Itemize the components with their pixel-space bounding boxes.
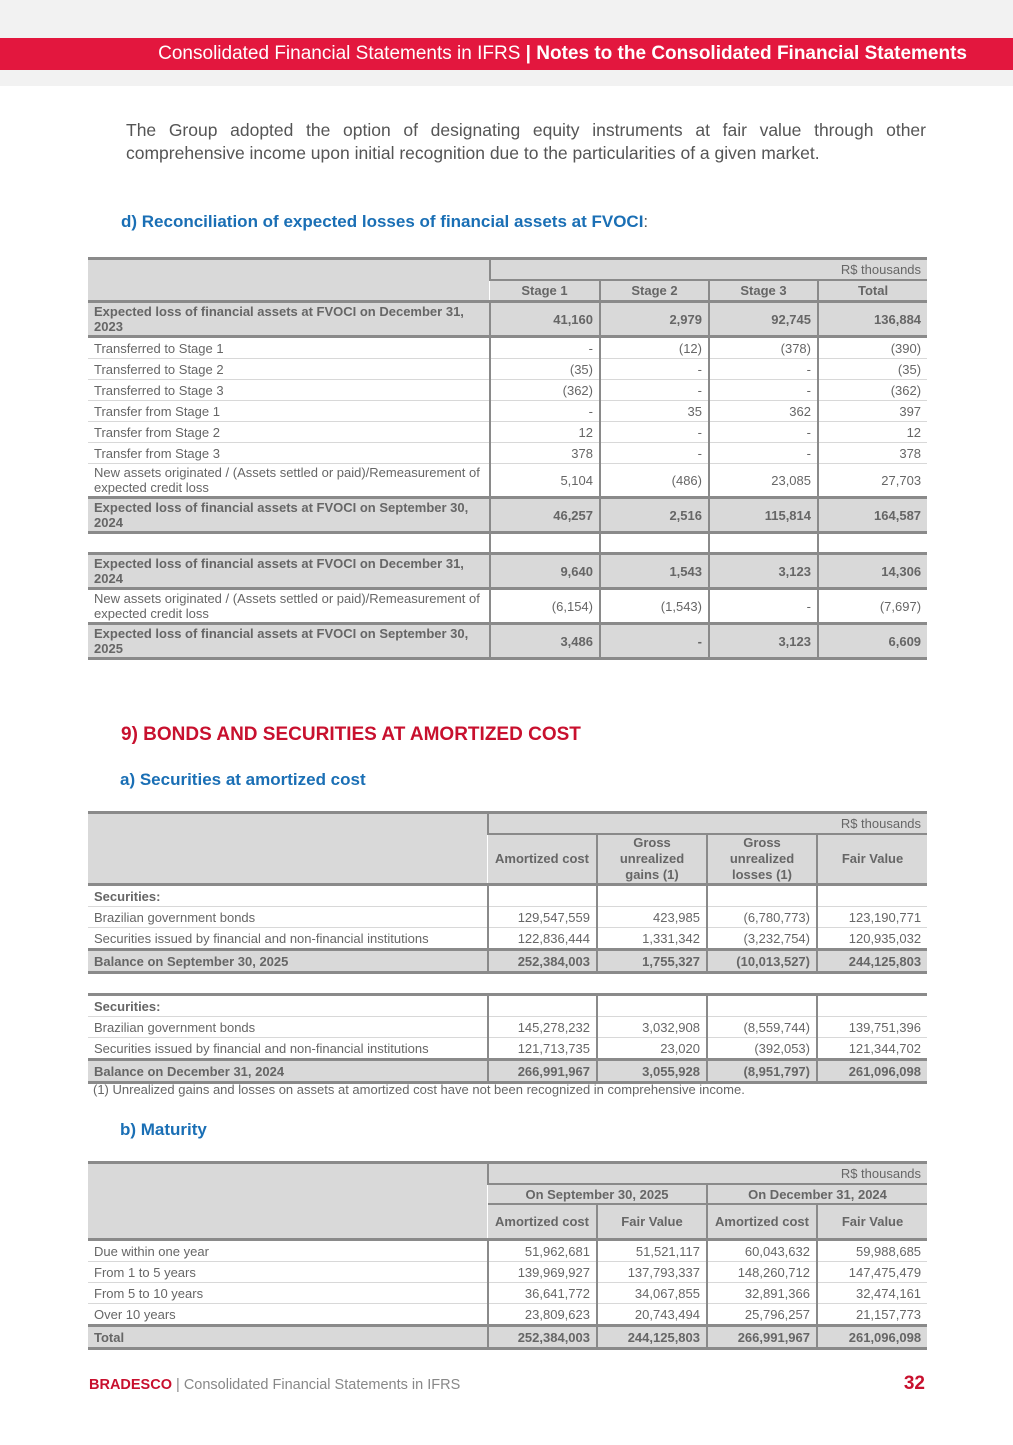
row-value: 9,640: [490, 554, 600, 589]
row-value: 244,125,803: [817, 950, 927, 973]
table-row: [88, 907, 927, 928]
header-band: [0, 70, 1013, 86]
row-value: 362: [709, 401, 818, 422]
table-row: [88, 995, 927, 1017]
row-value: 123,190,771: [817, 907, 927, 928]
row-value: 36,641,772: [488, 1283, 597, 1304]
row-value: 3,123: [709, 624, 818, 659]
fvoci-expected-loss-table: [88, 257, 927, 660]
row-label: Transferred to Stage 2: [88, 359, 490, 380]
row-value: 46,257: [490, 498, 600, 533]
section-b-heading: b) Maturity: [120, 1120, 207, 1139]
row-value: 139,969,927: [488, 1262, 597, 1283]
column-header: Fair Value: [817, 1204, 927, 1240]
row-value: 32,474,161: [817, 1283, 927, 1304]
row-value: (486): [600, 464, 709, 498]
column-header: Fair Value: [597, 1204, 707, 1240]
column-header: Amortized cost: [488, 834, 597, 885]
table-row: [88, 498, 927, 533]
row-value: 3,055,928: [597, 1060, 707, 1083]
unit-label: R$ thousands: [488, 813, 927, 835]
header-blank: [88, 813, 488, 885]
row-value: 25,796,257: [707, 1304, 817, 1326]
securities-amortized-cost-2024-table: [88, 993, 927, 1084]
row-value: [488, 885, 597, 907]
unit-row: [88, 1163, 927, 1185]
row-label: Transfer from Stage 2: [88, 422, 490, 443]
row-value: 122,836,444: [488, 928, 597, 950]
row-value: -: [709, 443, 818, 464]
row-label: Expected loss of financial assets at FVOCI on September 30, 2025: [88, 624, 490, 659]
row-value: 1,543: [600, 554, 709, 589]
row-value: 34,067,855: [597, 1283, 707, 1304]
row-value: 261,096,098: [817, 1060, 927, 1083]
row-value: 266,991,967: [707, 1326, 817, 1349]
row-label: Total: [88, 1326, 488, 1349]
row-value: (7,697): [818, 589, 927, 624]
row-value: 3,123: [709, 554, 818, 589]
unit-row: [88, 259, 927, 281]
table-row: [88, 422, 927, 443]
row-value: 6,609: [818, 624, 927, 659]
row-value: 252,384,003: [488, 1326, 597, 1349]
column-header: Fair Value: [817, 834, 927, 885]
header-separator: |: [525, 43, 531, 64]
footer-brand: BRADESCO: [89, 1377, 172, 1393]
section-d-heading: [121, 212, 648, 232]
row-value: 20,743,494: [597, 1304, 707, 1326]
row-value: 1,331,342: [597, 928, 707, 950]
unit-row: [88, 813, 927, 835]
row-value: -: [490, 401, 600, 422]
row-value: 12: [490, 422, 600, 443]
row-value: 23,809,623: [488, 1304, 597, 1326]
row-value: (362): [490, 380, 600, 401]
row-value: 164,587: [818, 498, 927, 533]
row-value: (3,232,754): [707, 928, 817, 950]
footer-text: Consolidated Financial Statements in IFRS: [183, 1377, 461, 1393]
row-value: 32,891,366: [707, 1283, 817, 1304]
column-header: Total: [818, 280, 927, 302]
row-value: (6,780,773): [707, 907, 817, 928]
row-label: Expected loss of financial assets at FVOCI on December 31, 2024: [88, 554, 490, 589]
row-value: 244,125,803: [597, 1326, 707, 1349]
page-footer: [89, 1377, 460, 1393]
row-value: [597, 995, 707, 1017]
row-value: 139,751,396: [817, 1017, 927, 1038]
row-value: -: [709, 589, 818, 624]
header-blank: [88, 259, 490, 302]
row-value: 252,384,003: [488, 950, 597, 973]
row-value: -: [709, 422, 818, 443]
row-value: -: [709, 380, 818, 401]
table-row: [88, 1060, 927, 1083]
row-value: (35): [818, 359, 927, 380]
row-label: Transferred to Stage 3: [88, 380, 490, 401]
row-label: New assets originated / (Assets settled or paid)/Remeasurement of expected credit loss: [88, 464, 490, 498]
row-label: Over 10 years: [88, 1304, 488, 1326]
row-value: [597, 885, 707, 907]
page-header: [0, 38, 1013, 70]
row-value: 266,991,967: [488, 1060, 597, 1083]
row-value: (12): [600, 337, 709, 359]
table-row: [88, 950, 927, 973]
table-row: [88, 885, 927, 907]
row-value: (392,053): [707, 1038, 817, 1060]
row-value: [817, 885, 927, 907]
row-label: From 1 to 5 years: [88, 1262, 488, 1283]
row-value: 137,793,337: [597, 1262, 707, 1283]
table-row: [88, 928, 927, 950]
table-row: [88, 359, 927, 380]
table-row: [88, 1017, 927, 1038]
table-row: [88, 624, 927, 659]
table-row: [88, 443, 927, 464]
row-value: -: [709, 359, 818, 380]
row-label: Due within one year: [88, 1240, 488, 1262]
row-label: Balance on December 31, 2024: [88, 1060, 488, 1083]
row-value: 148,260,712: [707, 1262, 817, 1283]
row-value: (1,543): [600, 589, 709, 624]
row-value: 121,344,702: [817, 1038, 927, 1060]
row-label: Expected loss of financial assets at FVOCI on December 31, 2023: [88, 302, 490, 337]
group-header: On September 30, 2025: [488, 1184, 707, 1204]
row-value: [707, 885, 817, 907]
row-value: 2,516: [600, 498, 709, 533]
group-header: On December 31, 2024: [707, 1184, 927, 1204]
row-value: 136,884: [818, 302, 927, 337]
unit-label: R$ thousands: [488, 1163, 927, 1185]
row-value: 120,935,032: [817, 928, 927, 950]
row-label: Transfer from Stage 1: [88, 401, 490, 422]
row-value: [818, 533, 927, 554]
row-value: 147,475,479: [817, 1262, 927, 1283]
row-value: 35: [600, 401, 709, 422]
row-label: Securities:: [88, 995, 488, 1017]
row-label: Transfer from Stage 3: [88, 443, 490, 464]
row-value: -: [490, 337, 600, 359]
row-value: 51,962,681: [488, 1240, 597, 1262]
row-value: (8,951,797): [707, 1060, 817, 1083]
row-value: -: [600, 422, 709, 443]
row-value: 397: [818, 401, 927, 422]
table-row: [88, 302, 927, 337]
row-value: 378: [818, 443, 927, 464]
row-label: Brazilian government bonds: [88, 907, 488, 928]
row-value: -: [600, 380, 709, 401]
table-row: [88, 337, 927, 359]
table-row: [88, 1240, 927, 1262]
header-section: Notes to the Consolidated Financial Statements: [536, 43, 967, 64]
row-value: 21,157,773: [817, 1304, 927, 1326]
row-value: 51,521,117: [597, 1240, 707, 1262]
header-blank: [88, 1163, 488, 1240]
table-row: [88, 464, 927, 498]
row-value: 2,979: [600, 302, 709, 337]
page-number: 32: [903, 1373, 925, 1394]
table-row: [88, 1262, 927, 1283]
unit-label: R$ thousands: [490, 259, 927, 281]
row-value: 23,020: [597, 1038, 707, 1060]
row-value: 92,745: [709, 302, 818, 337]
row-value: -: [600, 359, 709, 380]
column-header: Stage 1: [490, 280, 600, 302]
footer-separator: |: [176, 1377, 180, 1393]
row-value: 12: [818, 422, 927, 443]
row-label: Securities:: [88, 885, 488, 907]
row-value: -: [600, 624, 709, 659]
row-value: 23,085: [709, 464, 818, 498]
table-row: [88, 1283, 927, 1304]
table-row: [88, 1326, 927, 1349]
row-value: (35): [490, 359, 600, 380]
row-value: [600, 533, 709, 554]
table-row: [88, 1304, 927, 1326]
securities-amortized-cost-table: [88, 811, 927, 974]
section-a-heading: a) Securities at amortized cost: [120, 770, 366, 789]
row-label: Securities issued by financial and non-financial institutions: [88, 1038, 488, 1060]
row-value: [709, 533, 818, 554]
row-value: 1,755,327: [597, 950, 707, 973]
row-value: 27,703: [818, 464, 927, 498]
row-value: (390): [818, 337, 927, 359]
row-value: [490, 533, 600, 554]
row-value: 129,547,559: [488, 907, 597, 928]
row-value: 261,096,098: [817, 1326, 927, 1349]
row-value: 3,032,908: [597, 1017, 707, 1038]
row-value: 423,985: [597, 907, 707, 928]
column-header: Gross unrealized gains (1): [597, 834, 707, 885]
table-row: [88, 1038, 927, 1060]
column-header: Stage 2: [600, 280, 709, 302]
maturity-table: [88, 1161, 927, 1350]
row-value: (8,559,744): [707, 1017, 817, 1038]
row-label: Balance on September 30, 2025: [88, 950, 488, 973]
row-value: (378): [709, 337, 818, 359]
row-label: [88, 533, 490, 554]
row-value: 60,043,632: [707, 1240, 817, 1262]
row-label: Expected loss of financial assets at FVOCI on September 30, 2024: [88, 498, 490, 533]
table-row: [88, 589, 927, 624]
row-value: (6,154): [490, 589, 600, 624]
row-value: [707, 995, 817, 1017]
row-label: Brazilian government bonds: [88, 1017, 488, 1038]
row-value: 14,306: [818, 554, 927, 589]
row-label: Transferred to Stage 1: [88, 337, 490, 359]
row-value: 59,988,685: [817, 1240, 927, 1262]
section-9-heading: 9) BONDS AND SECURITIES AT AMORTIZED COST: [121, 724, 581, 745]
row-value: (362): [818, 380, 927, 401]
column-header: Amortized cost: [488, 1204, 597, 1240]
table-row: [88, 554, 927, 589]
table-footnote: (1) Unrealized gains and losses on assets at amortized cost have not been recognized in comprehensive income.: [93, 1082, 745, 1097]
row-value: 5,104: [490, 464, 600, 498]
row-value: 145,278,232: [488, 1017, 597, 1038]
column-header: Stage 3: [709, 280, 818, 302]
row-value: -: [600, 443, 709, 464]
table-row: [88, 533, 927, 554]
row-value: (10,013,527): [707, 950, 817, 973]
column-header: Amortized cost: [707, 1204, 817, 1240]
column-header: Gross unrealized losses (1): [707, 834, 817, 885]
row-value: 3,486: [490, 624, 600, 659]
row-value: 121,713,735: [488, 1038, 597, 1060]
row-value: [488, 995, 597, 1017]
row-value: 378: [490, 443, 600, 464]
row-value: [817, 995, 927, 1017]
section-d-title: d) Reconciliation of expected losses of financial assets at FVOCI: [121, 212, 644, 231]
table-row: [88, 401, 927, 422]
header-title: Consolidated Financial Statements in IFRS: [158, 43, 521, 64]
row-value: 41,160: [490, 302, 600, 337]
row-value: 115,814: [709, 498, 818, 533]
top-band: [0, 0, 1013, 38]
row-label: Securities issued by financial and non-financial institutions: [88, 928, 488, 950]
table-row: [88, 380, 927, 401]
intro-paragraph: The Group adopted the option of designating equity instruments at fair value through other comprehensive income upon initial recognition due to the particularities of a given market.: [126, 120, 926, 163]
section-d-colon: :: [643, 212, 649, 231]
row-label: New assets originated / (Assets settled or paid)/Remeasurement of expected credit loss: [88, 589, 490, 624]
row-label: From 5 to 10 years: [88, 1283, 488, 1304]
